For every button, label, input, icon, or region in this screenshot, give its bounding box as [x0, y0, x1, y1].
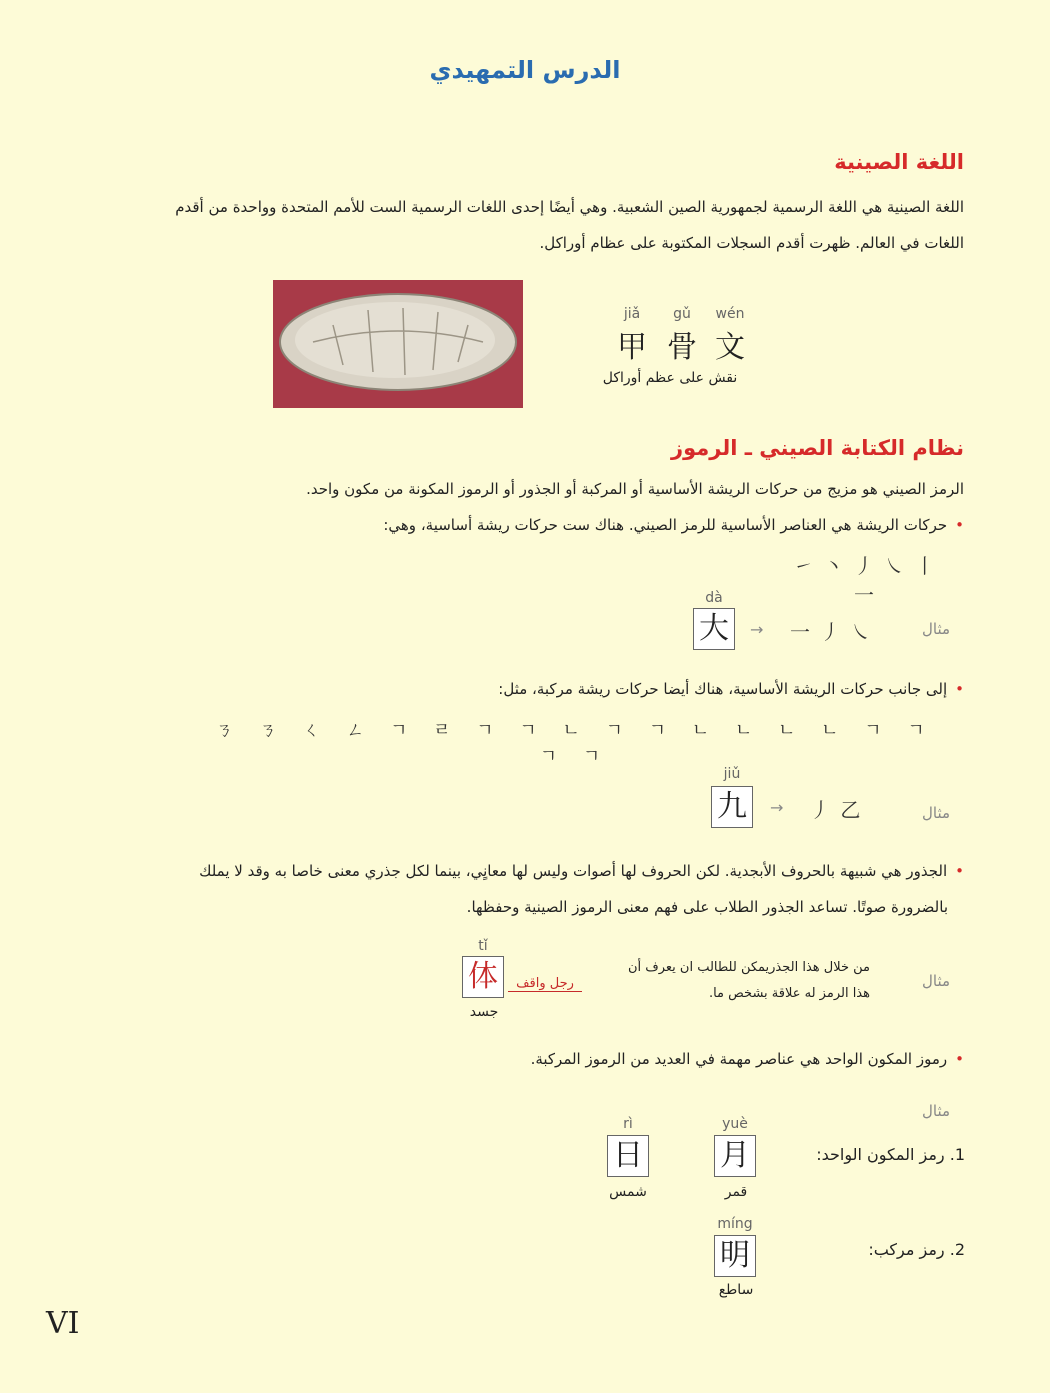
bullet-radicals: [84, 856, 964, 886]
arrow-icon: →: [770, 798, 784, 817]
pinyin-yue: yuè: [722, 1116, 748, 1132]
char-box-jiu: 九: [711, 786, 753, 828]
pinyin-da: dà: [705, 590, 723, 606]
arrow-icon: →: [750, 620, 764, 639]
bullet-single-component: [84, 1044, 964, 1074]
pinyin-ti: tǐ: [478, 938, 488, 954]
pinyin-gu: gǔ: [673, 306, 691, 322]
meaning-sun: شمس: [609, 1184, 647, 1200]
page-number: VI: [46, 1306, 80, 1341]
bullet-basic-strokes: [84, 510, 964, 540]
radical-explain-line1: من خلال هذا الجذريمكن للطالب ان يعرف أن: [627, 960, 870, 975]
hanzi-jia: 甲: [617, 330, 647, 365]
char-box-ti: 体: [462, 956, 504, 998]
bullet-dot: •: [955, 1050, 964, 1068]
oracle-caption: نقش على عظم أوراكل: [602, 370, 738, 386]
hanzi-gu: 骨: [667, 330, 697, 365]
pinyin-ming: míng: [717, 1216, 753, 1232]
pinyin-jiu: jiǔ: [723, 766, 741, 782]
hanzi-wen: 文: [715, 330, 745, 365]
single-component-label: 1. رمز المكون الواحد:: [816, 1145, 965, 1164]
bullet-text: رموز المكون الواحد هي عناصر مهمة في العديد من الرموز المركبة.: [530, 1050, 948, 1068]
meaning-body: جسد: [469, 1004, 499, 1020]
char-box-yue: 月: [714, 1135, 756, 1177]
radical-explain-line2: هذا الرمز له علاقة بشخص ما.: [708, 986, 870, 1001]
example-label: مثال: [921, 1102, 950, 1120]
bullet-text: حركات الريشة هي العناصر الأساسية للرمز الصيني. هناك ست حركات ريشة أساسية، وهي:: [383, 516, 948, 534]
example-label: مثال: [921, 804, 950, 822]
basic-strokes-row: ㇀ 丶 丿 ㇏ 丨 一: [793, 554, 937, 607]
page-title: الدرس التمهيدي: [429, 56, 621, 84]
char-box-da: 大: [693, 608, 735, 650]
oracle-bone-image: [273, 280, 523, 408]
bullet-continuation: بالضرورة صوتًا. تساعد الجذور الطلاب على فهم معنى الرموز الصينية وحفظها.: [466, 898, 948, 916]
meaning-moon: قمر: [724, 1184, 748, 1200]
bullet-text: إلى جانب حركات الريشة الأساسية، هناك أيضا حركات ريشة مركبة، مثل:: [498, 680, 948, 698]
strokes-jiu: 丿 乙: [810, 798, 863, 822]
bullet-dot: •: [955, 862, 964, 880]
section-heading-writing-system: نظام الكتابة الصيني ـ الرموز: [671, 436, 964, 460]
paragraph-line: اللغات في العالم. ظهرت أقدم السجلات المكتوبة على عظام أوراكل.: [539, 234, 964, 252]
pinyin-wen: wén: [715, 306, 745, 322]
strokes-da: 一 丿 ㇏: [790, 620, 873, 644]
compound-strokes-row: ㄋ ㄋ ㄑ ㄥ ㄱ ㄹ ㄱ ㄱ ㄴ ㄱ ㄱ ㄴ ㄴ ㄴ ㄴ ㄱ ㄱ ㄱ ㄱ: [215, 720, 935, 767]
bullet-dot: •: [955, 680, 964, 698]
section-heading-chinese-language: اللغة الصينية: [834, 150, 964, 174]
bullet-compound-strokes: [84, 674, 964, 704]
example-label: مثال: [921, 972, 950, 990]
bullet-dot: •: [955, 516, 964, 534]
example-label: مثال: [921, 620, 950, 638]
bullet-text: الجذور هي شبيهة بالحروف الأبجدية. لكن الحروف لها أصوات وليس لها معانٍي، بينما لكل جذري معنى خاصا به وقد لا يملك: [199, 862, 948, 880]
char-box-ming: 明: [714, 1235, 756, 1277]
radical-note: رجل واقف: [508, 976, 582, 992]
meaning-bright: ساطع: [718, 1282, 754, 1298]
intro-paragraph: الرمز الصيني هو مزيج من حركات الريشة الأساسية أو المركبة أو الجذور أو الرموز المكونة من مكون واحد.: [306, 480, 964, 498]
char-box-ri: 日: [607, 1135, 649, 1177]
paragraph-line: اللغة الصينية هي اللغة الرسمية لجمهورية الصين الشعبية. وهي أيضًا إحدى اللغات الرسمية الست للأمم المتحدة وواحدة من أقدم: [175, 198, 964, 216]
pinyin-jia: jiǎ: [623, 306, 641, 322]
pinyin-ri: rì: [623, 1116, 633, 1132]
compound-char-label: 2. رمز مركب:: [868, 1240, 965, 1259]
